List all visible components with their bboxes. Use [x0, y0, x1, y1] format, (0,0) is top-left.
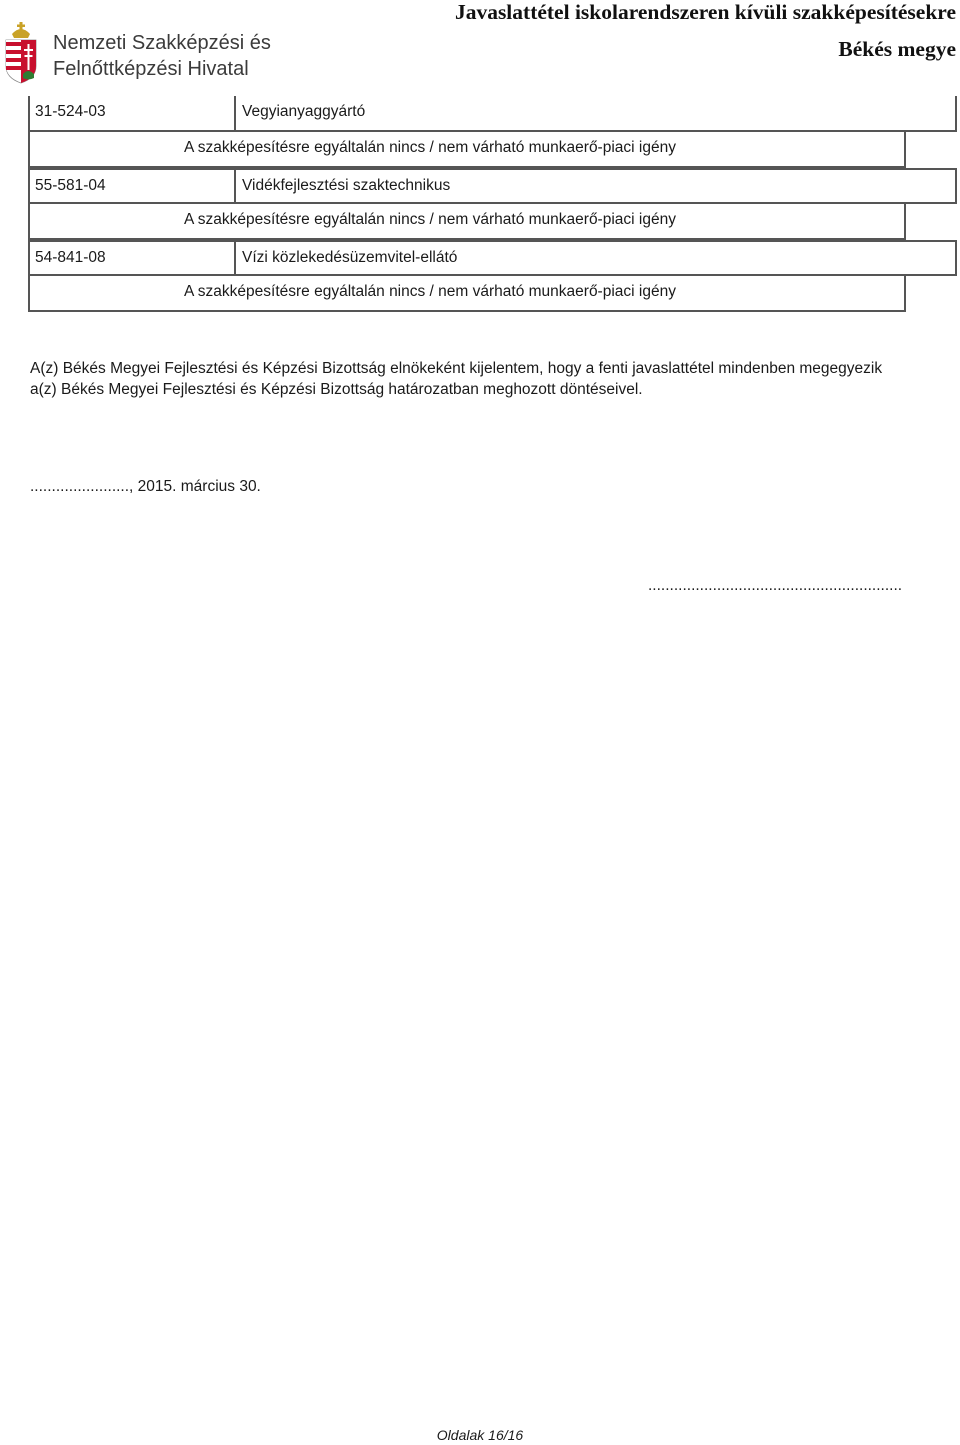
committee-statement [30, 358, 950, 400]
page-number: Oldalak 16/16 [436, 1427, 524, 1443]
qualification-code: 31-524-03 [35, 103, 106, 120]
column-divider [234, 96, 236, 130]
county-title: Békés megye [838, 37, 956, 61]
statement-line-1: A(z) Békés Megyei Fejlesztési és Képzési Bizottság elnökeként kijelentem, hogy a fenti javaslattétel mindenben megegyezik [30, 360, 883, 377]
table-subrow [28, 276, 906, 312]
place-date-line: ......................., 2015. március 30. [30, 478, 261, 495]
qualifications-table [28, 96, 957, 312]
document-title: Javaslattétel iskolarendszeren kívüli szakképesítésekre [454, 0, 956, 24]
table-row [28, 168, 957, 204]
labor-market-need: A szakképesítésre egyáltalán nincs / nem várható munkaerő-piaci igény [184, 139, 676, 156]
column-divider [234, 170, 236, 202]
table-row [28, 96, 957, 132]
qualification-name: Vegyianyaggyártó [242, 103, 366, 120]
labor-market-need: A szakképesítésre egyáltalán nincs / nem várható munkaerő-piaci igény [184, 283, 676, 300]
table-subrow [28, 132, 906, 168]
hungarian-coat-of-arms-icon [4, 22, 38, 84]
qualification-code: 54-841-08 [35, 249, 106, 266]
org-line-1: Nemzeti Szakképzési és [53, 32, 271, 54]
table-subrow [28, 204, 906, 240]
column-divider [234, 242, 236, 274]
statement-line-2: a(z) Békés Megyei Fejlesztési és Képzési Bizottság határozatban meghozott döntéseivel. [30, 381, 643, 398]
labor-market-need: A szakképesítésre egyáltalán nincs / nem várható munkaerő-piaci igény [184, 211, 676, 228]
table-row [28, 240, 957, 276]
page-header [0, 0, 960, 92]
org-line-2: Felnőttképzési Hivatal [53, 58, 249, 80]
qualification-name: Vidékfejlesztési szaktechnikus [242, 177, 451, 194]
qualification-code: 55-581-04 [35, 177, 106, 194]
organization-name [53, 30, 271, 82]
signature-line: ........................................................... [648, 577, 903, 594]
qualification-name: Vízi közlekedésüzemvitel-ellátó [242, 249, 458, 266]
